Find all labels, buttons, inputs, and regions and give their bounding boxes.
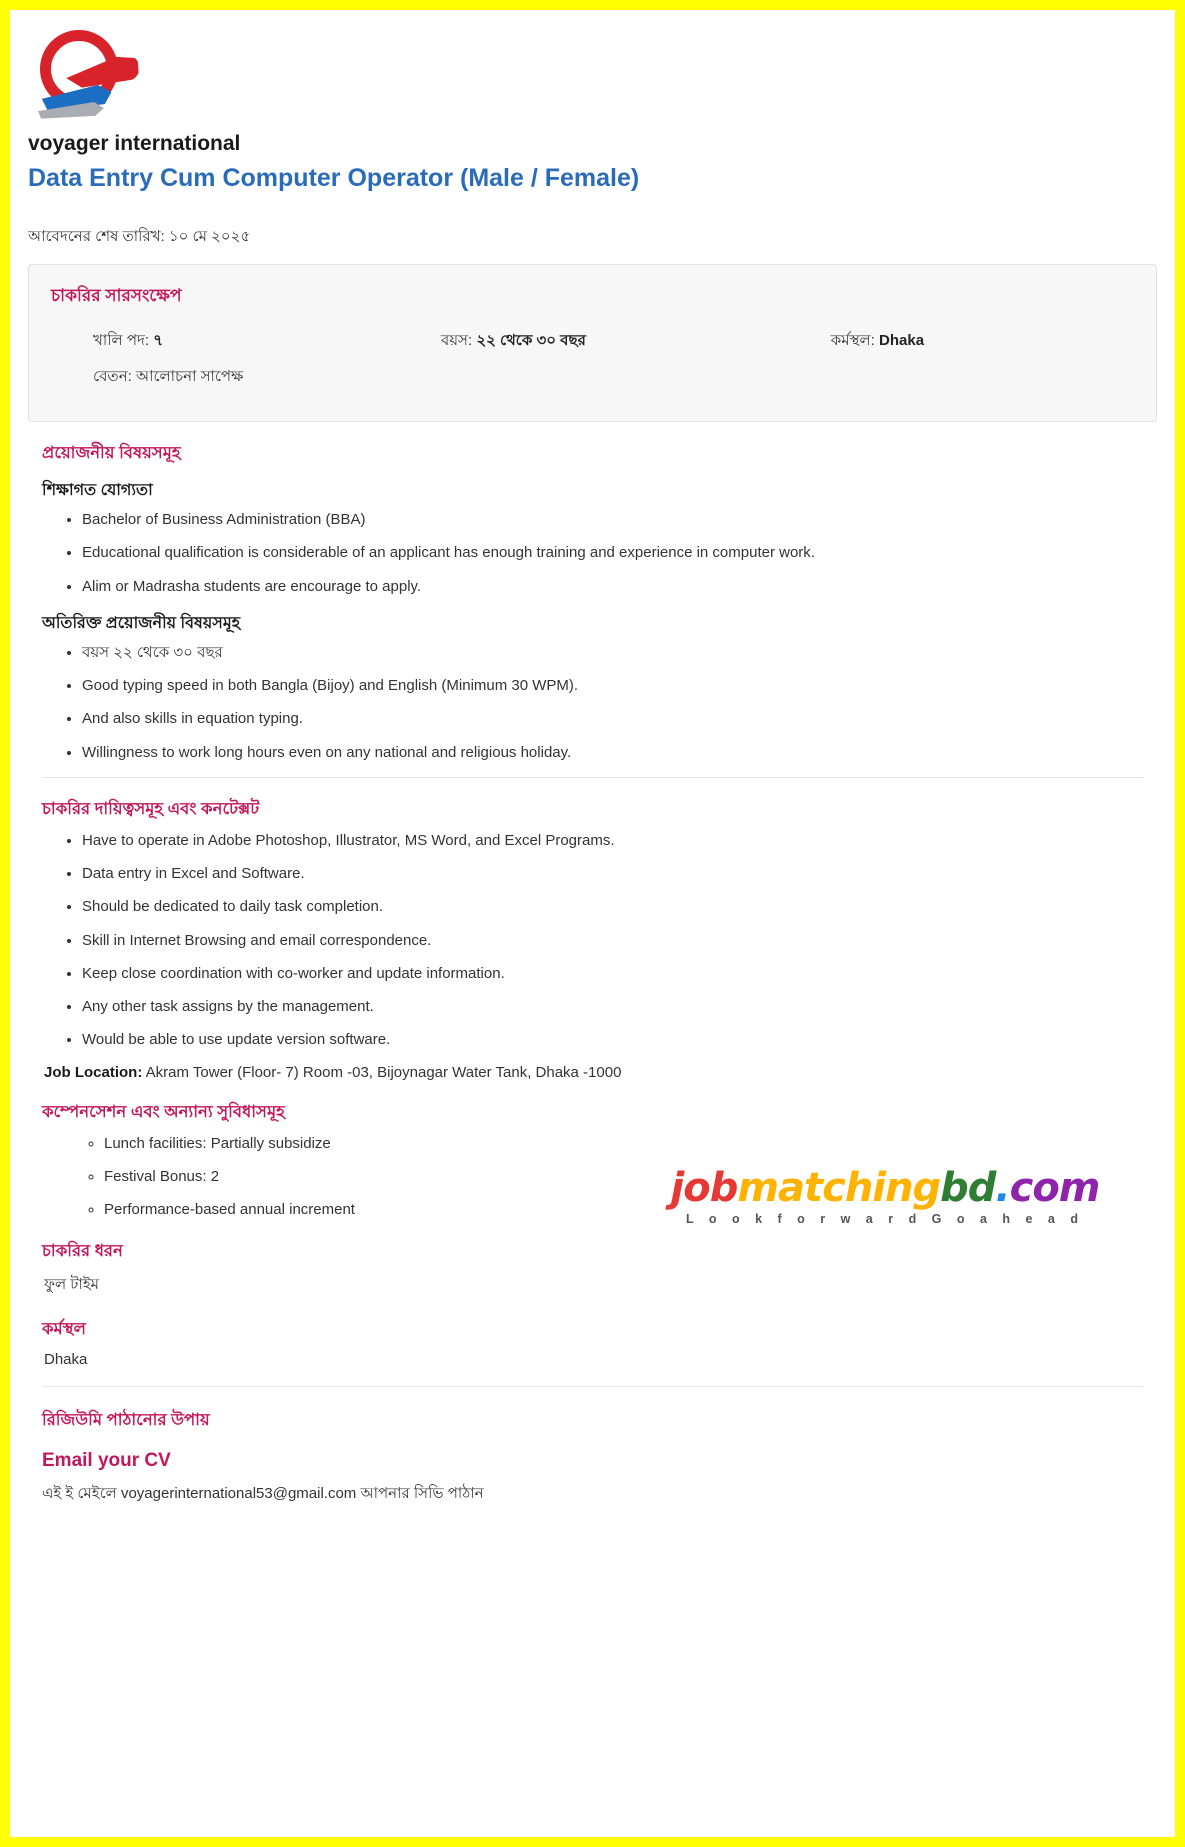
compensation-heading: কম্পেনসেশন এবং অন্যান্য সুবিধাসমূহ bbox=[42, 1102, 285, 1121]
watermark-part3: bd bbox=[940, 1165, 996, 1211]
job-circular-sheet bbox=[10, 10, 1175, 1837]
list-item: • Keep close coordination with co-worker and update information. bbox=[82, 964, 1143, 984]
list-item: • Good typing speed in both Bangla (Bijoy) and English (Minimum 30 WPM). bbox=[82, 676, 1143, 696]
education-list bbox=[42, 510, 1143, 597]
email-cv-heading: Email your CV bbox=[42, 1450, 171, 1472]
workplace-value: Dhaka bbox=[44, 1351, 88, 1369]
list-item: ◦ Performance-based annual increment bbox=[104, 1200, 1143, 1220]
additional-requirements-list bbox=[42, 643, 1143, 763]
workplace-heading: কর্মস্থল bbox=[42, 1320, 86, 1339]
list-item: • Should be dedicated to daily task completion. bbox=[82, 897, 1143, 917]
company-logo-container bbox=[10, 10, 1175, 132]
summary-column-age bbox=[441, 329, 831, 401]
application-deadline: আবেদনের শেষ তারিখ: ১০ মে ২০২৫ bbox=[28, 228, 251, 245]
job-type-value: ফুল টাইম bbox=[44, 1276, 99, 1294]
summary-salary bbox=[93, 365, 441, 390]
vacancy-label: খালি পদ: bbox=[93, 332, 150, 349]
email-address[interactable]: voyagerinternational53@gmail.com bbox=[120, 1485, 357, 1503]
summary-vacancy bbox=[93, 329, 441, 354]
job-summary-box bbox=[28, 264, 1157, 422]
voyager-logo-icon bbox=[28, 24, 146, 128]
list-item: • Alim or Madrasha students are encourage to apply. bbox=[82, 577, 1143, 597]
email-suffix: আপনার সিভি পাঠান bbox=[356, 1485, 484, 1503]
responsibilities-list bbox=[42, 831, 1143, 1051]
list-item: • Skill in Internet Browsing and email correspondence. bbox=[82, 931, 1143, 951]
list-item: ◦ Festival Bonus: 2 bbox=[104, 1167, 1143, 1187]
education-heading: শিক্ষাগত যোগ্যতা bbox=[42, 482, 153, 499]
email-instruction bbox=[42, 1482, 1143, 1507]
age-value: ২২ থেকে ৩০ বছর bbox=[476, 332, 586, 349]
watermark-part4: . bbox=[995, 1165, 1010, 1211]
location-value: Dhaka bbox=[879, 332, 925, 349]
list-item: • বয়স ২২ থেকে ৩০ বছর bbox=[82, 643, 1143, 663]
email-prefix: এই ই মেইলে bbox=[42, 1485, 121, 1503]
salary-value: আলোচনা সাপেক্ষ bbox=[135, 368, 244, 385]
additional-requirements-heading: অতিরিক্ত প্রয়োজনীয় বিষয়সমূহ bbox=[42, 614, 241, 632]
summary-column-vacancy bbox=[51, 329, 441, 401]
list-item: • Any other task assigns by the management. bbox=[82, 997, 1143, 1017]
requirements-section bbox=[28, 440, 1157, 1368]
location-label: কর্মস্থল: bbox=[830, 332, 875, 349]
compensation-list bbox=[42, 1134, 1143, 1221]
list-item: • Willingness to work long hours even on any national and religious holiday. bbox=[82, 743, 1143, 763]
age-label: বয়স: bbox=[440, 332, 473, 349]
requirements-heading: প্রয়োজনীয় বিষয়সমূহ bbox=[42, 444, 181, 462]
watermark-part5: com bbox=[1009, 1165, 1100, 1211]
watermark-tagline: L o o k f o r w a r d G o a h e a d bbox=[686, 1212, 1084, 1226]
job-summary-heading: চাকরির সারসংক্ষেপ bbox=[51, 286, 182, 305]
divider bbox=[42, 777, 1143, 778]
list-item: • Bachelor of Business Administration (BBA) bbox=[82, 510, 1143, 530]
company-name: voyager international bbox=[28, 132, 241, 155]
list-item: • Data entry in Excel and Software. bbox=[82, 864, 1143, 884]
job-location-label: Job Location: bbox=[44, 1063, 143, 1081]
summary-age bbox=[441, 329, 831, 354]
vacancy-value: ৭ bbox=[153, 332, 164, 349]
job-location-value: Akram Tower (Floor- 7) Room -03, Bijoynagar Water Tank, Dhaka -1000 bbox=[145, 1063, 622, 1081]
apply-section bbox=[42, 1386, 1143, 1507]
list-item: ◦ Lunch facilities: Partially subsidize bbox=[104, 1134, 1143, 1154]
responsibilities-heading: চাকরির দায়িত্বসমূহ এবং কনটেক্সট bbox=[42, 799, 260, 818]
page-title: Data Entry Cum Computer Operator (Male / Female) bbox=[28, 164, 640, 192]
watermark-part2: matching bbox=[737, 1165, 941, 1211]
salary-label: বেতন: bbox=[93, 368, 132, 385]
watermark-part1: job bbox=[670, 1165, 738, 1211]
job-type-heading: চাকরির ধরন bbox=[42, 1242, 123, 1261]
summary-column-location bbox=[831, 329, 1134, 401]
summary-location bbox=[831, 329, 1134, 354]
list-item: • Educational qualification is considerable of an applicant has enough training and experience in computer work. bbox=[82, 543, 1143, 563]
list-item: • And also skills in equation typing. bbox=[82, 709, 1143, 729]
job-location bbox=[44, 1064, 1143, 1081]
list-item: • Have to operate in Adobe Photoshop, Illustrator, MS Word, and Excel Programs. bbox=[82, 831, 1143, 851]
list-item: • Would be able to use update version software. bbox=[82, 1030, 1143, 1050]
apply-heading: রিজিউমি পাঠানোর উপায় bbox=[42, 1411, 210, 1430]
